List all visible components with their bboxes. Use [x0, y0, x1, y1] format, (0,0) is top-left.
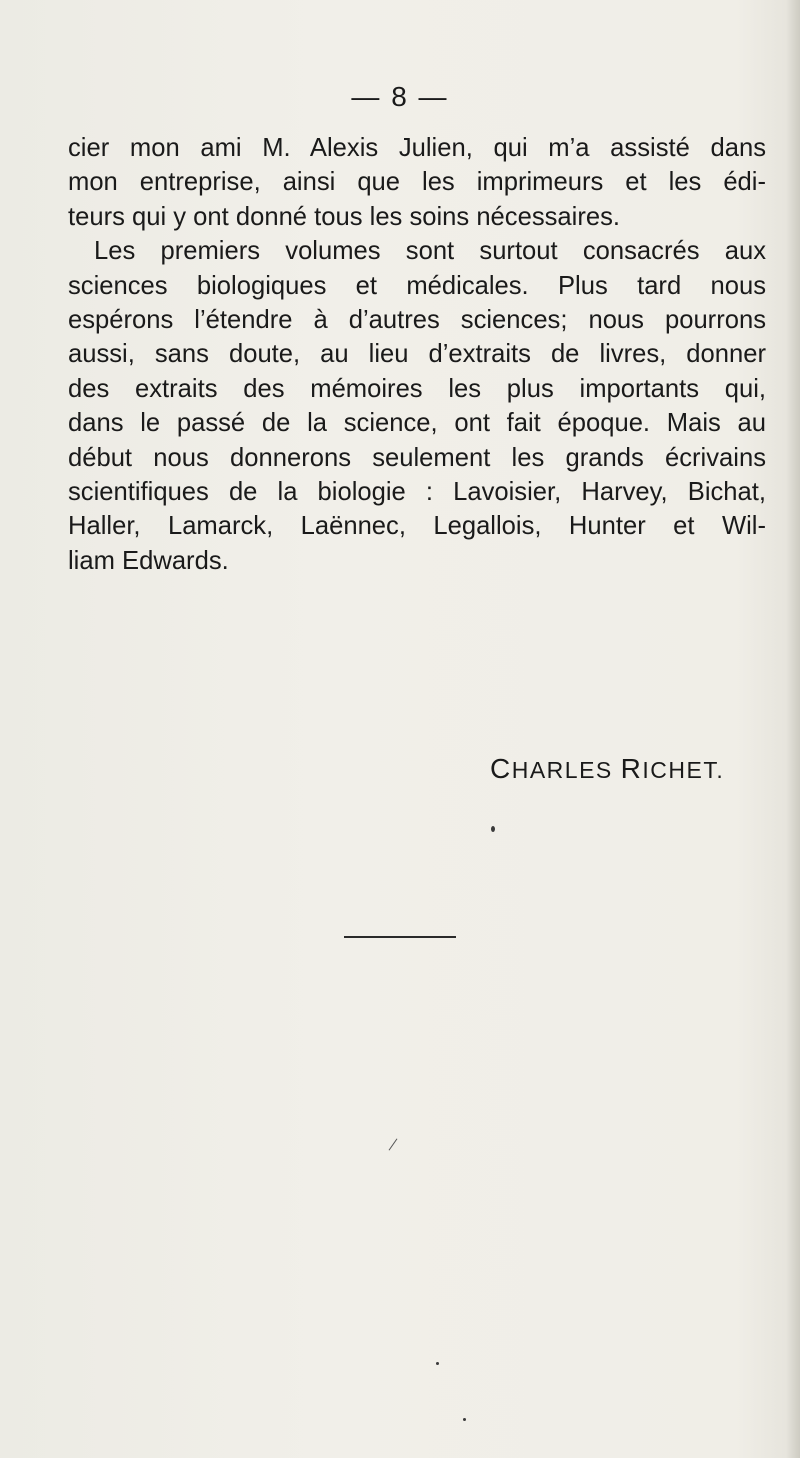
text-line: des extraits des mémoires les plus importants qui, [68, 374, 766, 403]
divider-rule [344, 936, 456, 938]
paragraph-2 [68, 234, 766, 578]
text-line: cier mon ami M. Alexis Julien, qui m’a assisté dans [68, 134, 766, 162]
text-line: Les premiers volumes sont surtout consacrés aux [94, 237, 766, 266]
ink-speck [491, 826, 495, 832]
text-line: mon entreprise, ainsi que les imprimeurs et les édi- [68, 168, 766, 197]
signature-initial: C [490, 753, 512, 784]
text-line: aussi, sans doute, au lieu d’extraits de livres, donner [68, 340, 766, 369]
text-line: dans le passé de la science, ont fait époque. Mais au [68, 409, 766, 438]
signature-text: ICHET. [642, 757, 725, 783]
text-line: scientifiques de la biologie : Lavoisier, Harvey, Bichat, [68, 478, 766, 507]
body-text [68, 131, 766, 578]
signature-text: HARLES [511, 757, 613, 783]
signature-initial: R [620, 753, 643, 784]
author-signature [490, 754, 724, 785]
text-line: espérons l’étendre à d’autres sciences; nous pourrons [68, 306, 766, 335]
ink-mark [389, 1138, 398, 1150]
page-number: — 8 — [351, 81, 449, 112]
text-line: teurs qui y ont donné tous les soins nécessaires. [68, 202, 621, 231]
text-line: début nous donnerons seulement les grands écrivains [68, 443, 766, 472]
ink-speck [463, 1418, 466, 1421]
text-line: liam Edwards. [68, 546, 229, 575]
page-edge-shadow [786, 0, 800, 1458]
text-line: Haller, Lamarck, Laënnec, Legallois, Hunter et Wil- [68, 512, 766, 541]
text-line: sciences biologiques et médicales. Plus tard nous [68, 271, 766, 300]
ink-speck [436, 1362, 439, 1365]
paragraph-1 [68, 131, 766, 234]
